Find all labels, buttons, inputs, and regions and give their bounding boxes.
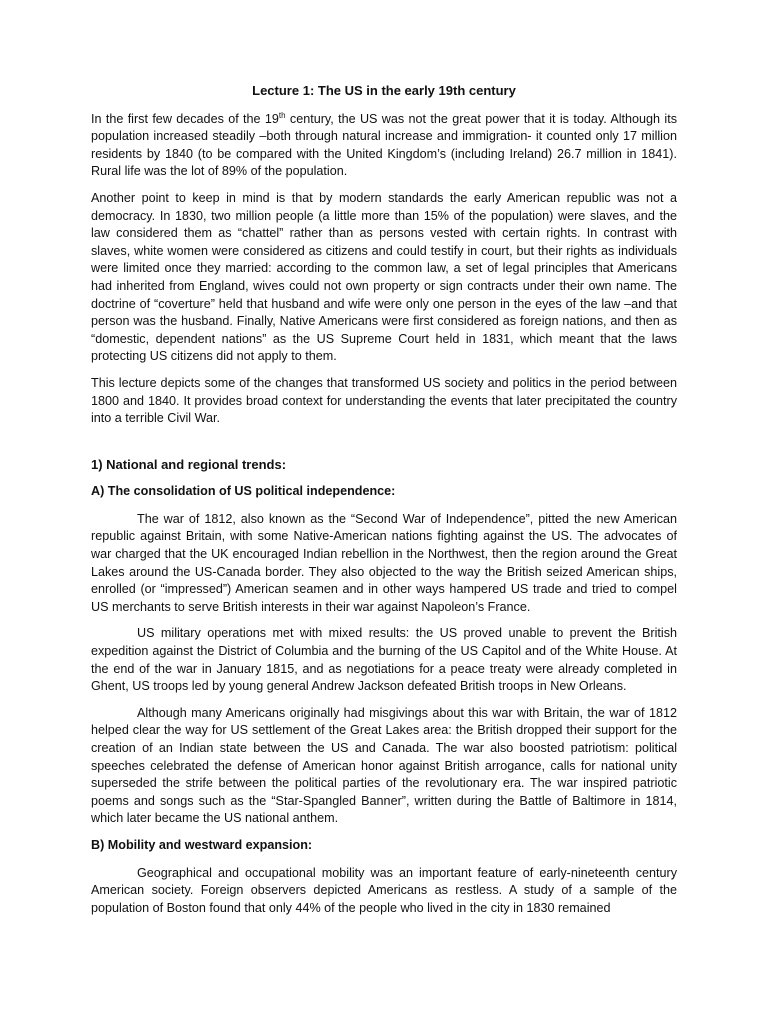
intro-paragraph-2: Another point to keep in mind is that by modern standards the early American republic was not a democracy. In 1830, two million people (a little more than 15% of the population) were slaves, and the law considered them as “chattel” rather than as persons vested with certain rights. In contrast with slaves, white women were considered as citizens and could testify in court, but their rights as individuals were limited once they married: according to the common law, a set of legal principles that Americans had inherited from England, wives could not own property or sign contracts under their own name. The doctrine of “coverture” held that husband and wife were only one person in the eyes of the law –and that person was the husband. Finally, Native Americans were first considered as foreign nations, and then as “domestic, dependent nations” as the US Supreme Court held in 1831, which meant that the laws protecting US citizens did not apply to them. [91, 190, 677, 364]
ordinal-superscript: th [278, 110, 286, 120]
document-page [91, 82, 677, 926]
subsection-a-paragraph-2: US military operations met with mixed results: the US proved unable to prevent the British expedition against the District of Columbia and the burning of the US Capitol and of the White House. At the end of the war in January 1815, and as negotiations for a peace treaty were already completed in Ghent, US troops led by young general Andrew Jackson defeated British troops in New Orleans. [91, 626, 677, 694]
intro-p1-text: In the first few decades of the 19 [91, 111, 279, 126]
subsection-b-heading: B) Mobility and westward expansion: [91, 837, 313, 852]
intro-paragraph-1 [91, 111, 677, 181]
section-1-heading: 1) National and regional trends: [91, 456, 287, 472]
subsection-a-paragraph-3: Although many Americans originally had misgivings about this war with Britain, the war of 1812 helped clear the way for US settlement of the Great Lakes area: the British dropped their support for the creation of an Indian state between the US and Canada. The war also boosted patriotism: political speeches celebrated the defense of American honor against British arrogance, calls for national unity superseded the strife between the political parties of the revolutionary era. The war inspired patriotic poems and songs such as the “Star-Spangled Banner”, written during the Battle of Baltimore in 1814, which later became the US national anthem. [91, 705, 677, 826]
lecture-title: Lecture 1: The US in the early 19th century [252, 83, 516, 98]
subsection-a-paragraph-1: The war of 1812, also known as the “Second War of Independence”, pitted the new American republic against Britain, with some Native-American nations fighting against the US. The advocates of war charged that the UK encouraged Indian rebellion in the Northwest, then the region around the Great Lakes around the US-Canada border. They also objected to the way the British seized American ships, enrolled (or “impressed”) American seamen and in other ways hampered US trade and tried to compel US merchants to serve British interests in their war against Napoleon’s France. [91, 511, 677, 614]
intro-paragraph-3: This lecture depicts some of the changes that transformed US society and politics in the period between 1800 and 1840. It provides broad context for understanding the events that later precipitated the country into a terrible Civil War. [91, 375, 677, 426]
intro-p1-text-continued: century, the US was not the great power that it is today. Although its population increased steadily –both through natural increase and immigration- it counted only 17 million residents by 1840 (to be compared with the United Kingdom’s (including Ireland) 26.7 million in 1841). Rural life was the lot of 89% of the population. [91, 111, 677, 179]
subsection-b-paragraph-1: Geographical and occupational mobility was an important feature of early-nineteenth century American society. Foreign observers depicted Americans as restless. A study of a sample of the population of Boston found that only 44% of the people who lived in the city in 1830 remained [91, 865, 677, 915]
subsection-a-heading: A) The consolidation of US political independence: [91, 484, 396, 499]
